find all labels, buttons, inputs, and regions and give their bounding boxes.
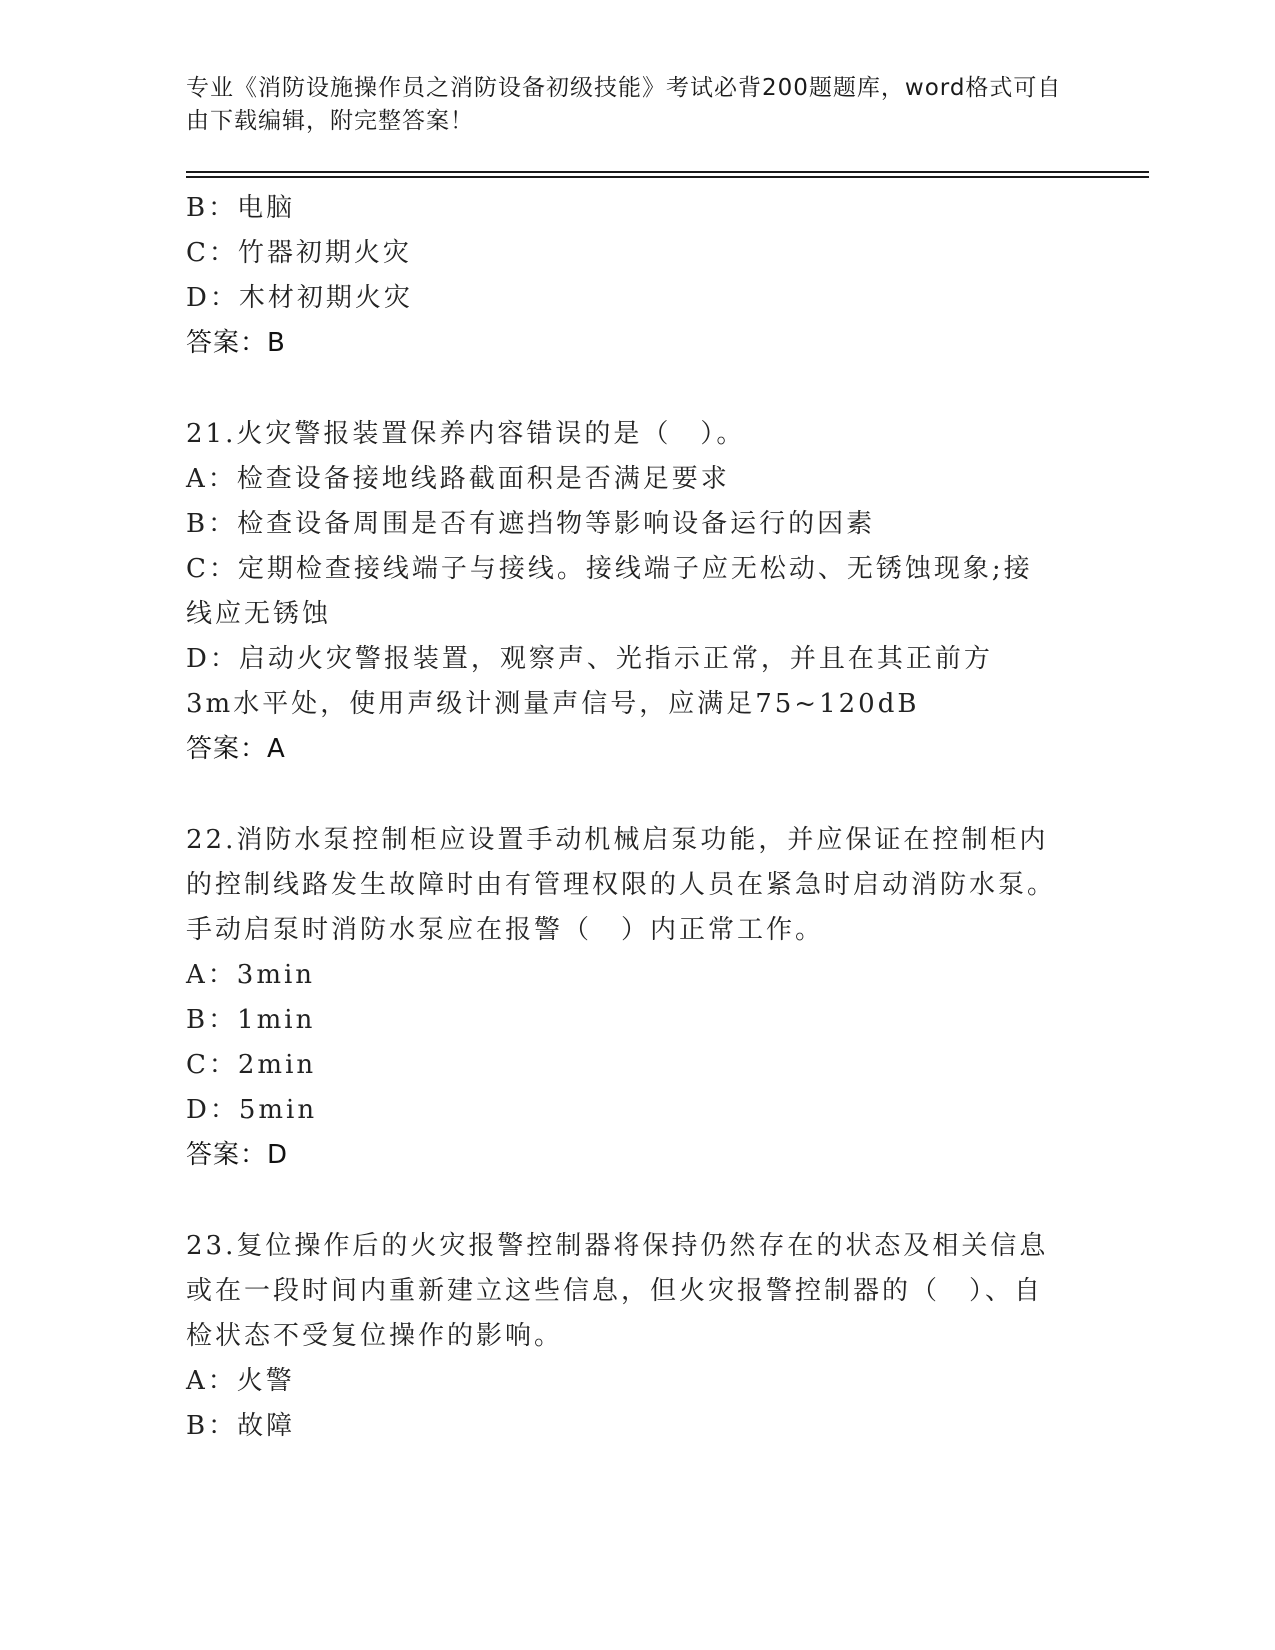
question-23 bbox=[186, 1224, 1086, 1449]
question-list bbox=[186, 186, 1086, 1449]
question-21 bbox=[186, 412, 1086, 772]
document-header: 专业《消防设施操作员之消防设备初级技能》考试必背200题题库，word格式可自由下载编辑，附完整答案！ bbox=[186, 75, 1062, 134]
question-22 bbox=[186, 818, 1086, 1178]
option-a: A：火警 bbox=[186, 1366, 295, 1396]
previous-question-tail bbox=[186, 186, 1086, 366]
answer: 答案：A bbox=[186, 734, 286, 764]
answer: 答案：D bbox=[186, 1140, 289, 1170]
option-b: B：检查设备周围是否有遮挡物等影响设备运行的因素 bbox=[186, 509, 876, 539]
option-b: B：故障 bbox=[186, 1411, 296, 1441]
option-a: A：检查设备接地线路截面积是否满足要求 bbox=[186, 464, 730, 494]
option-c: C：竹器初期火灾 bbox=[186, 238, 412, 268]
header-rule-top bbox=[186, 171, 1149, 173]
answer: 答案：B bbox=[186, 328, 286, 358]
question-stem: 22.消防水泵控制柜应设置手动机械启泵功能，并应保证在控制柜内的控制线路发生故障时由有管理权限的人员在紧急时启动消防水泵。手动启泵时消防水泵应在报警（ ）内正常工作。 bbox=[186, 825, 1057, 945]
option-a: A：3min bbox=[186, 960, 316, 990]
header-rule-bottom bbox=[186, 176, 1149, 178]
option-b: B：1min bbox=[186, 1005, 316, 1035]
option-d: D：5min bbox=[186, 1095, 318, 1125]
question-stem: 23.复位操作后的火灾报警控制器将保持仍然存在的状态及相关信息或在一段时间内重新建立这些信息，但火灾报警控制器的（ ）、自检状态不受复位操作的影响。 bbox=[186, 1231, 1049, 1351]
option-b: B：电脑 bbox=[186, 193, 296, 223]
option-c: C：2min bbox=[186, 1050, 317, 1080]
option-d: D：木材初期火灾 bbox=[186, 283, 413, 313]
question-stem: 21.火灾警报装置保养内容错误的是（ ）。 bbox=[186, 419, 746, 449]
option-d: D：启动火灾警报装置，观察声、光指示正常，并且在其正前方3m水平处，使用声级计测量声信号，应满足75~120dB bbox=[186, 644, 993, 719]
option-c: C：定期检查接线端子与接线。接线端子应无松动、无锈蚀现象;接线应无锈蚀 bbox=[186, 554, 1033, 629]
